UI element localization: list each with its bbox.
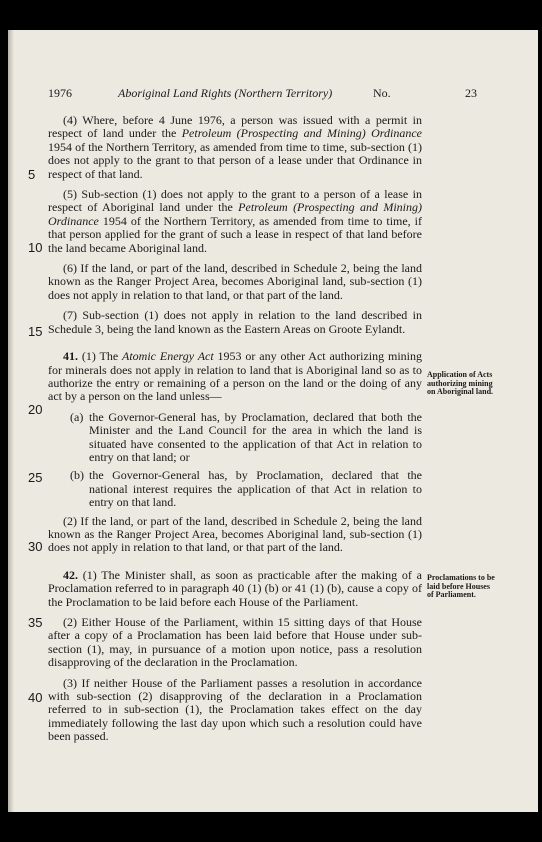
header-title: Aboriginal Land Rights (Northern Territory) [118, 86, 333, 100]
line-number: 40 [28, 690, 43, 705]
line-number: 25 [28, 470, 43, 485]
line-number: 35 [28, 615, 43, 630]
subsection-4: (4) Where, before 4 June 1976, a person was issued with a permit in respect of land under the Petroleum (Prospecting and Mining) Ordinance 1954 of the Northern Territory, as amended from time to time, sub-section (1) does not apply to the grant to that person of a lease under that Ordinance in respect of that land. [48, 113, 422, 181]
section-42-subsection-3: (3) If neither House of the Parliament passes a resolution in accordance with sub-section (2) disapproving of the declaration in a Proclamation referred to in sub-section (1), the Proclamation takes effect on the day immediately following the last day upon which such a resolution could have been passed. [48, 675, 422, 744]
header-act-number: No. [373, 86, 391, 100]
subsection-7: (7) Sub-section (1) does not apply in relation to the land described in Schedule 3, being the land known as the Eastern Areas on Groote Eylandt. [48, 308, 422, 336]
line-number: 15 [28, 324, 43, 339]
document-page [8, 30, 538, 812]
margin-note-section-42: Proclamations to be laid before Houses of Parliament. [427, 573, 495, 599]
line-number: 30 [28, 539, 43, 554]
page-spine-shadow [8, 30, 14, 812]
section-41-subsection-1: 41. (1) The Atomic Energy Act 1953 or any other Act authorizing mining for minerals does not apply in relation to land that is Aboriginal land so as to authorize the entry or remaining of a person on the land or the doing of any act by a person on the land unless— [48, 349, 422, 404]
margin-note-section-41: Application of Acts authorizing mining on Aboriginal land. [427, 370, 494, 396]
section-41-subsection-2: (2) If the land, or part of the land, described in Schedule 2, being the land known as the Ranger Project Area, becomes Aboriginal land, sub-section (1) does not apply in relation to that land, or that part of the land. [48, 513, 422, 555]
paragraph-a: (a) the Governor-General has, by Proclamation, declared that both the Minister and the Land Council for the area in which the land is situated have consented to the application of that Act in relation to entry on that land; or [70, 409, 422, 464]
body-text [48, 114, 422, 751]
line-number: 5 [28, 167, 36, 182]
paragraph-b: (b) the Governor-General has, by Proclamation, declared that the national interest requires the application of that Act in relation to entry on that land. [70, 468, 422, 510]
header-year: 1976 [48, 86, 72, 100]
running-header [8, 86, 538, 102]
subsection-6: (6) If the land, or part of the land, described in Schedule 2, being the land known as the Ranger Project Area, becomes Aboriginal land, sub-section (1) does not apply in relation to that land, or that part of the land. [48, 261, 422, 302]
section-42-subsection-2: (2) Either House of the Parliament, within 15 sitting days of that House after a copy of a Proclamation has been laid before that House under sub-section (1), may, in pursuance of a motion upon notice, pass a resolution disapproving of the declaration in the Proclamation. [48, 615, 422, 670]
subsection-5: (5) Sub-section (1) does not apply to the grant to a person of a lease in respect of Aboriginal land under the Petroleum (Prospecting and Mining) Ordinance 1954 of the Northern Territory, as amended from time to time, if that person applied for the grant of such a lease in respect of that land before the land became Aboriginal land. [48, 187, 422, 255]
line-number: 10 [28, 240, 43, 255]
line-number: 20 [28, 402, 43, 417]
section-number: 42. [63, 567, 78, 582]
page-number: 23 [465, 86, 477, 100]
section-number: 41. [63, 349, 78, 364]
section-42-subsection-1: 42. (1) The Minister shall, as soon as practicable after the making of a Proclamation referred to in paragraph 40 (1) (b) or 41 (1) (b), cause a copy of the Proclamation to be laid before each House of the Parliament. [48, 567, 422, 609]
